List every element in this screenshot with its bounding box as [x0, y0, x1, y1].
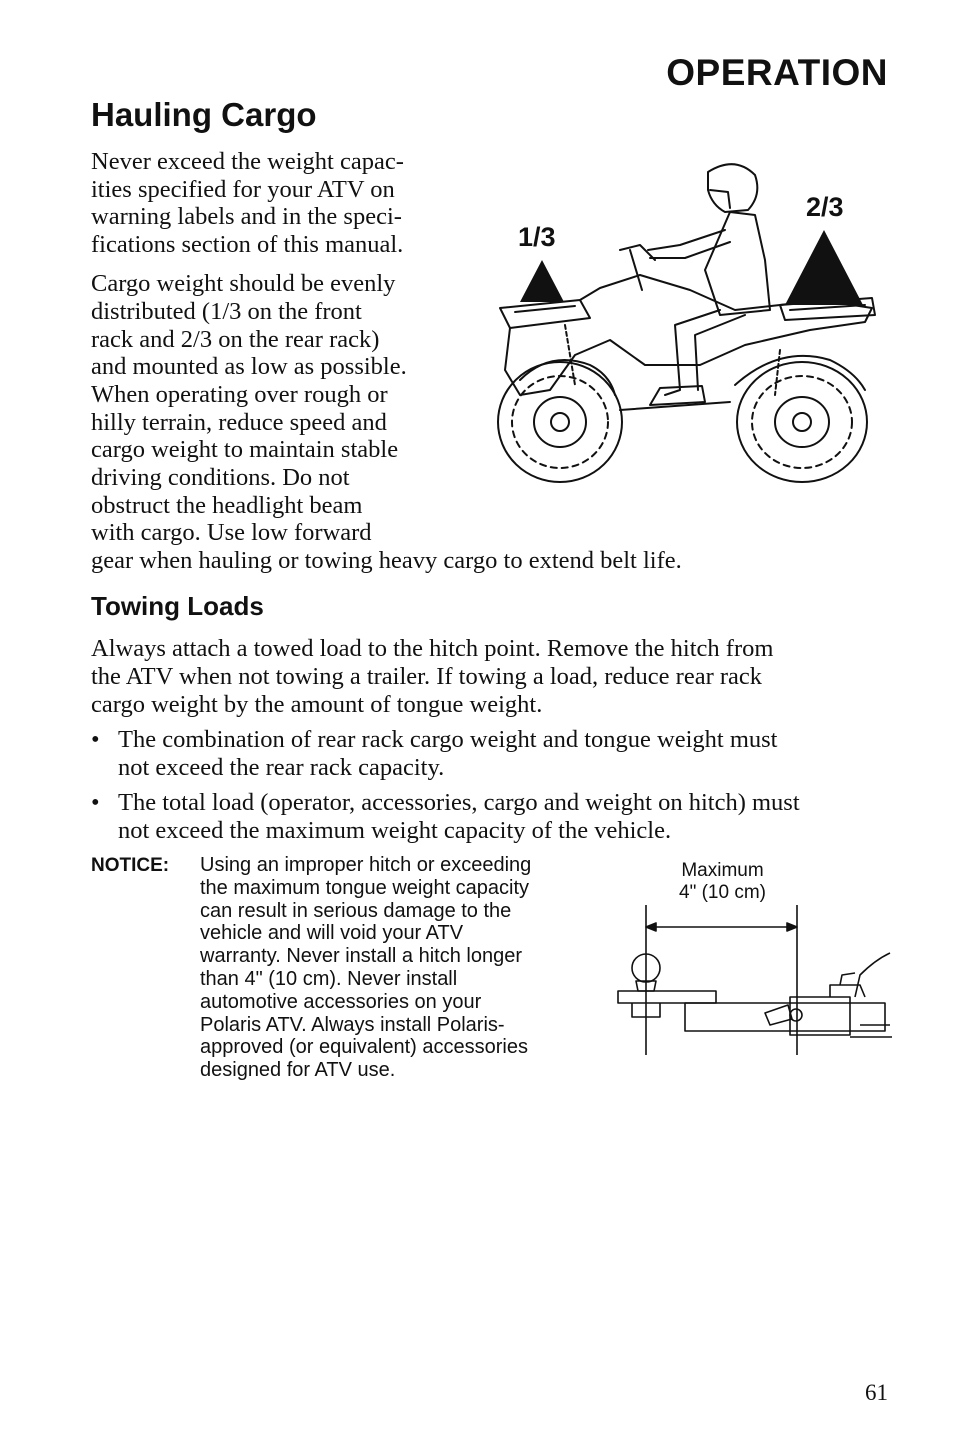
- text-line: Polaris ATV. Always install Polaris-: [200, 1013, 505, 1036]
- notice-label: NOTICE:: [91, 855, 170, 876]
- hitch-illustration: [610, 905, 892, 1057]
- text-line: Never exceed the weight capac-: [91, 148, 404, 175]
- bullet-text: not exceed the maximum weight capacity of the vehicle.: [118, 817, 672, 844]
- hitch-figure: [610, 905, 892, 1057]
- front-load-label: 1/3: [518, 222, 556, 252]
- towing-loads-heading: Towing Loads: [91, 591, 264, 621]
- hitch-figure-caption: [650, 860, 795, 904]
- atv-cargo-figure: [480, 150, 880, 485]
- text-line: fications section of this manual.: [91, 231, 404, 258]
- text-line: When operating over rough or: [91, 381, 388, 408]
- bullet-marker: •: [91, 789, 100, 816]
- text-line: Using an improper hitch or exceeding: [200, 854, 532, 876]
- bullet-marker: •: [91, 726, 100, 753]
- text-line: automotive accessories on your: [200, 990, 482, 1013]
- section-title: OPERATION: [666, 52, 888, 93]
- text-line: cargo weight by the amount of tongue weight.: [91, 691, 543, 718]
- text-line: ities specified for your ATV on: [91, 176, 395, 203]
- text-line: cargo weight to maintain stable: [91, 436, 399, 463]
- bullet-text: not exceed the rear rack capacity.: [118, 754, 445, 781]
- text-line: designed for ATV use.: [200, 1059, 396, 1082]
- text-line: can result in serious damage to the: [200, 899, 512, 922]
- caption-line: Maximum: [681, 860, 764, 881]
- front-weight-triangle-icon: [520, 260, 564, 302]
- rear-weight-triangle-icon: [785, 230, 863, 305]
- text-line: the ATV when not towing a trailer. If towing a load, reduce rear rack: [91, 663, 763, 690]
- bullet-text: The combination of rear rack cargo weight and tongue weight must: [118, 726, 778, 753]
- text-line: rack and 2/3 on the rear rack): [91, 326, 380, 353]
- hauling-cargo-heading: Hauling Cargo: [91, 96, 317, 133]
- text-line: Always attach a towed load to the hitch point. Remove the hitch from: [91, 635, 774, 662]
- text-line: gear when hauling or towing heavy cargo to extend belt life.: [91, 547, 682, 574]
- text-line: approved (or equivalent) accessories: [200, 1036, 528, 1059]
- rear-load-label: 2/3: [806, 192, 844, 222]
- text-line: vehicle and will void your ATV: [200, 922, 464, 945]
- caption-line: 4" (10 cm): [679, 882, 766, 903]
- text-line: driving conditions. Do not: [91, 464, 350, 491]
- text-line: and mounted as low as possible.: [91, 353, 407, 380]
- bullet-text: The total load (operator, accessories, cargo and weight on hitch) must: [118, 789, 800, 816]
- text-line: with cargo. Use low forward: [91, 519, 372, 546]
- text-line: distributed (1/3 on the front: [91, 298, 362, 325]
- text-line: warranty. Never install a hitch longer: [200, 945, 522, 968]
- text-line: warning labels and in the speci-: [91, 203, 402, 230]
- text-line: than 4" (10 cm). Never install: [200, 967, 458, 990]
- text-line: obstruct the headlight beam: [91, 492, 363, 519]
- text-line: Cargo weight should be evenly: [91, 270, 396, 297]
- notice-text: [200, 854, 580, 1082]
- page-number: 61: [865, 1380, 888, 1405]
- text-line: hilly terrain, reduce speed and: [91, 409, 387, 436]
- text-line: the maximum tongue weight capacity: [200, 876, 530, 899]
